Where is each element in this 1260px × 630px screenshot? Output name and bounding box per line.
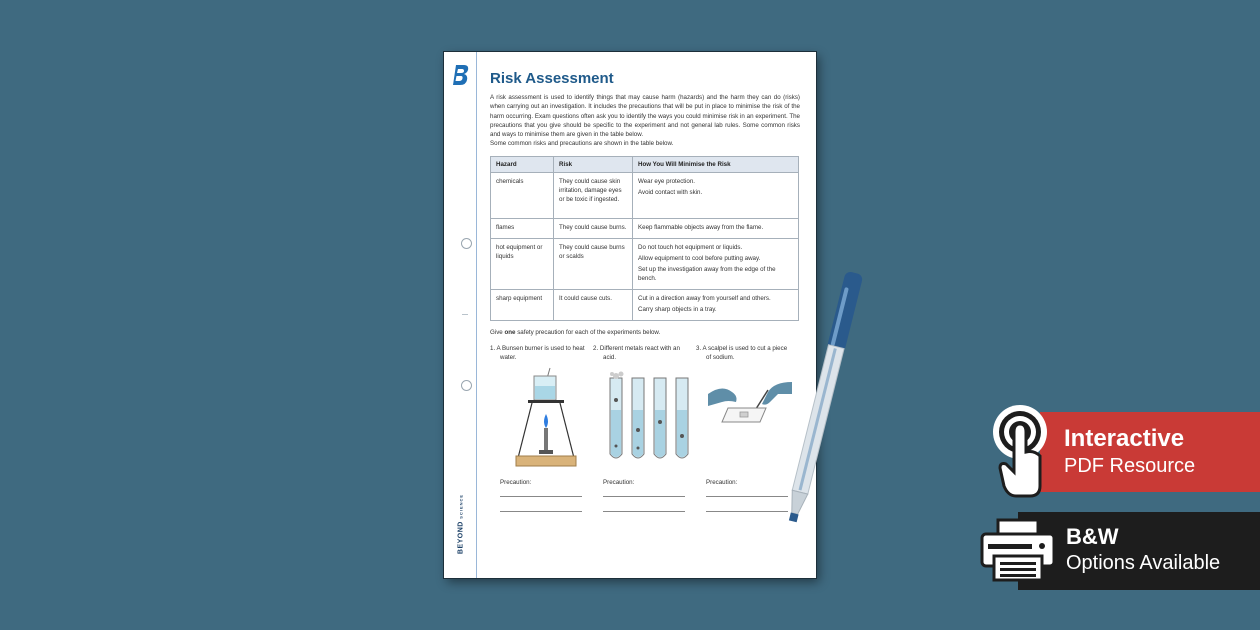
- cell-minimise: [633, 289, 799, 320]
- experiment-question: 2. Different metals react with an acid.: [593, 344, 680, 361]
- prompt-pre: Give: [490, 328, 505, 336]
- prompt-post: safety precaution for each of the experiments below.: [515, 328, 661, 336]
- margin-line: [476, 52, 477, 578]
- minimise-item: Set up the investigation away from the edge of the bench.: [638, 265, 776, 282]
- answer-line[interactable]: [603, 511, 685, 512]
- minimise-item: Wear eye protection.: [638, 177, 695, 185]
- punch-hole: [461, 238, 472, 249]
- cell-hazard: sharp equipment: [491, 289, 554, 320]
- minimise-item: Cut in a direction away from yourself and others.: [638, 294, 771, 302]
- punch-hole: [461, 380, 472, 391]
- worksheet-page: [444, 52, 816, 578]
- table-row: [491, 289, 799, 320]
- brand-main: BEYOND: [457, 521, 465, 555]
- experiment-question: 3. A scalpel is used to cut a piece of sodium.: [696, 344, 788, 361]
- page-title: Risk Assessment: [490, 70, 614, 87]
- table-row: [491, 172, 799, 218]
- table-row: [491, 218, 799, 238]
- intro-text-2: Some common risks and precautions are shown in the table below.: [490, 140, 674, 148]
- header-minimise: How You Will Minimise the Risk: [633, 156, 799, 172]
- precaution-label: Precaution:: [706, 478, 738, 486]
- interactive-subtitle: PDF Resource: [1064, 455, 1196, 477]
- cell-hazard: flames: [491, 218, 554, 238]
- experiments: [490, 344, 800, 534]
- instruction-prompt: [490, 329, 800, 336]
- experiment-2: [593, 344, 689, 486]
- minimise-item: Carry sharp objects in a tray.: [638, 305, 717, 313]
- table-header-row: [491, 156, 799, 172]
- interactive-banner: [1040, 412, 1260, 492]
- intro-text: A risk assessment is used to identify things that may cause harm (hazards) and the harm they can do (risks) when carrying out an investigation. It includes the precautions that will be put in place to minimise the risk of the harm occurring. Exam questions often ask you to identify the ways you could minimise risk in an experiment. The precautions that you give should be specific to the experiment and not general lab rules. Some common risks and ways to minimise them are given in the table below.: [490, 94, 800, 139]
- cell-minimise: [633, 218, 799, 238]
- answer-line[interactable]: [603, 496, 685, 497]
- bw-subtitle: Options Available: [1066, 552, 1221, 574]
- worksheet-content: [490, 70, 800, 534]
- header-hazard: Hazard: [491, 156, 554, 172]
- answer-line[interactable]: [500, 511, 582, 512]
- cell-minimise: [633, 172, 799, 218]
- cell-hazard: chemicals: [491, 172, 554, 218]
- precaution-label: Precaution:: [500, 478, 532, 486]
- experiment-question: 1. A Bunsen burner is used to heat water.: [490, 344, 585, 361]
- answer-line[interactable]: [706, 511, 788, 512]
- header-risk: Risk: [554, 156, 633, 172]
- answer-line[interactable]: [706, 496, 788, 497]
- test-tubes-illustration: [607, 370, 693, 466]
- cell-risk: They could cause burns.: [554, 218, 633, 238]
- bunsen-burner-illustration: [514, 362, 580, 472]
- beyond-logo-icon: [452, 64, 470, 86]
- cell-risk: They could cause skin irritation, damage eyes or be toxic if ingested.: [554, 172, 633, 218]
- cell-risk: It could cause cuts.: [554, 289, 633, 320]
- minimise-item: Keep flammable objects away from the flame.: [638, 223, 764, 231]
- cell-risk: They could cause burns or scalds: [554, 238, 633, 289]
- cell-minimise: [633, 238, 799, 289]
- minimise-item: Avoid contact with skin.: [638, 188, 703, 196]
- bw-title: B&W: [1066, 524, 1119, 549]
- answer-line[interactable]: [500, 496, 582, 497]
- interactive-title: Interactive: [1064, 425, 1185, 452]
- brand-sub: SCIENCE: [458, 493, 464, 519]
- prompt-bold: one: [504, 328, 516, 336]
- precaution-label: Precaution:: [603, 478, 635, 486]
- risk-table: [490, 156, 799, 321]
- table-row: [491, 238, 799, 289]
- touch-hand-icon: [990, 402, 1050, 502]
- experiment-1: [490, 344, 586, 486]
- minimise-item: Do not touch hot equipment or liquids.: [638, 243, 743, 251]
- cell-hazard: hot equipment or liquids: [491, 238, 554, 289]
- pen-icon: [778, 265, 868, 535]
- brand-vertical: [454, 484, 468, 564]
- minimise-item: Allow equipment to cool before putting away.: [638, 254, 761, 262]
- fold-mark: [462, 314, 468, 315]
- printer-icon: [980, 518, 1056, 582]
